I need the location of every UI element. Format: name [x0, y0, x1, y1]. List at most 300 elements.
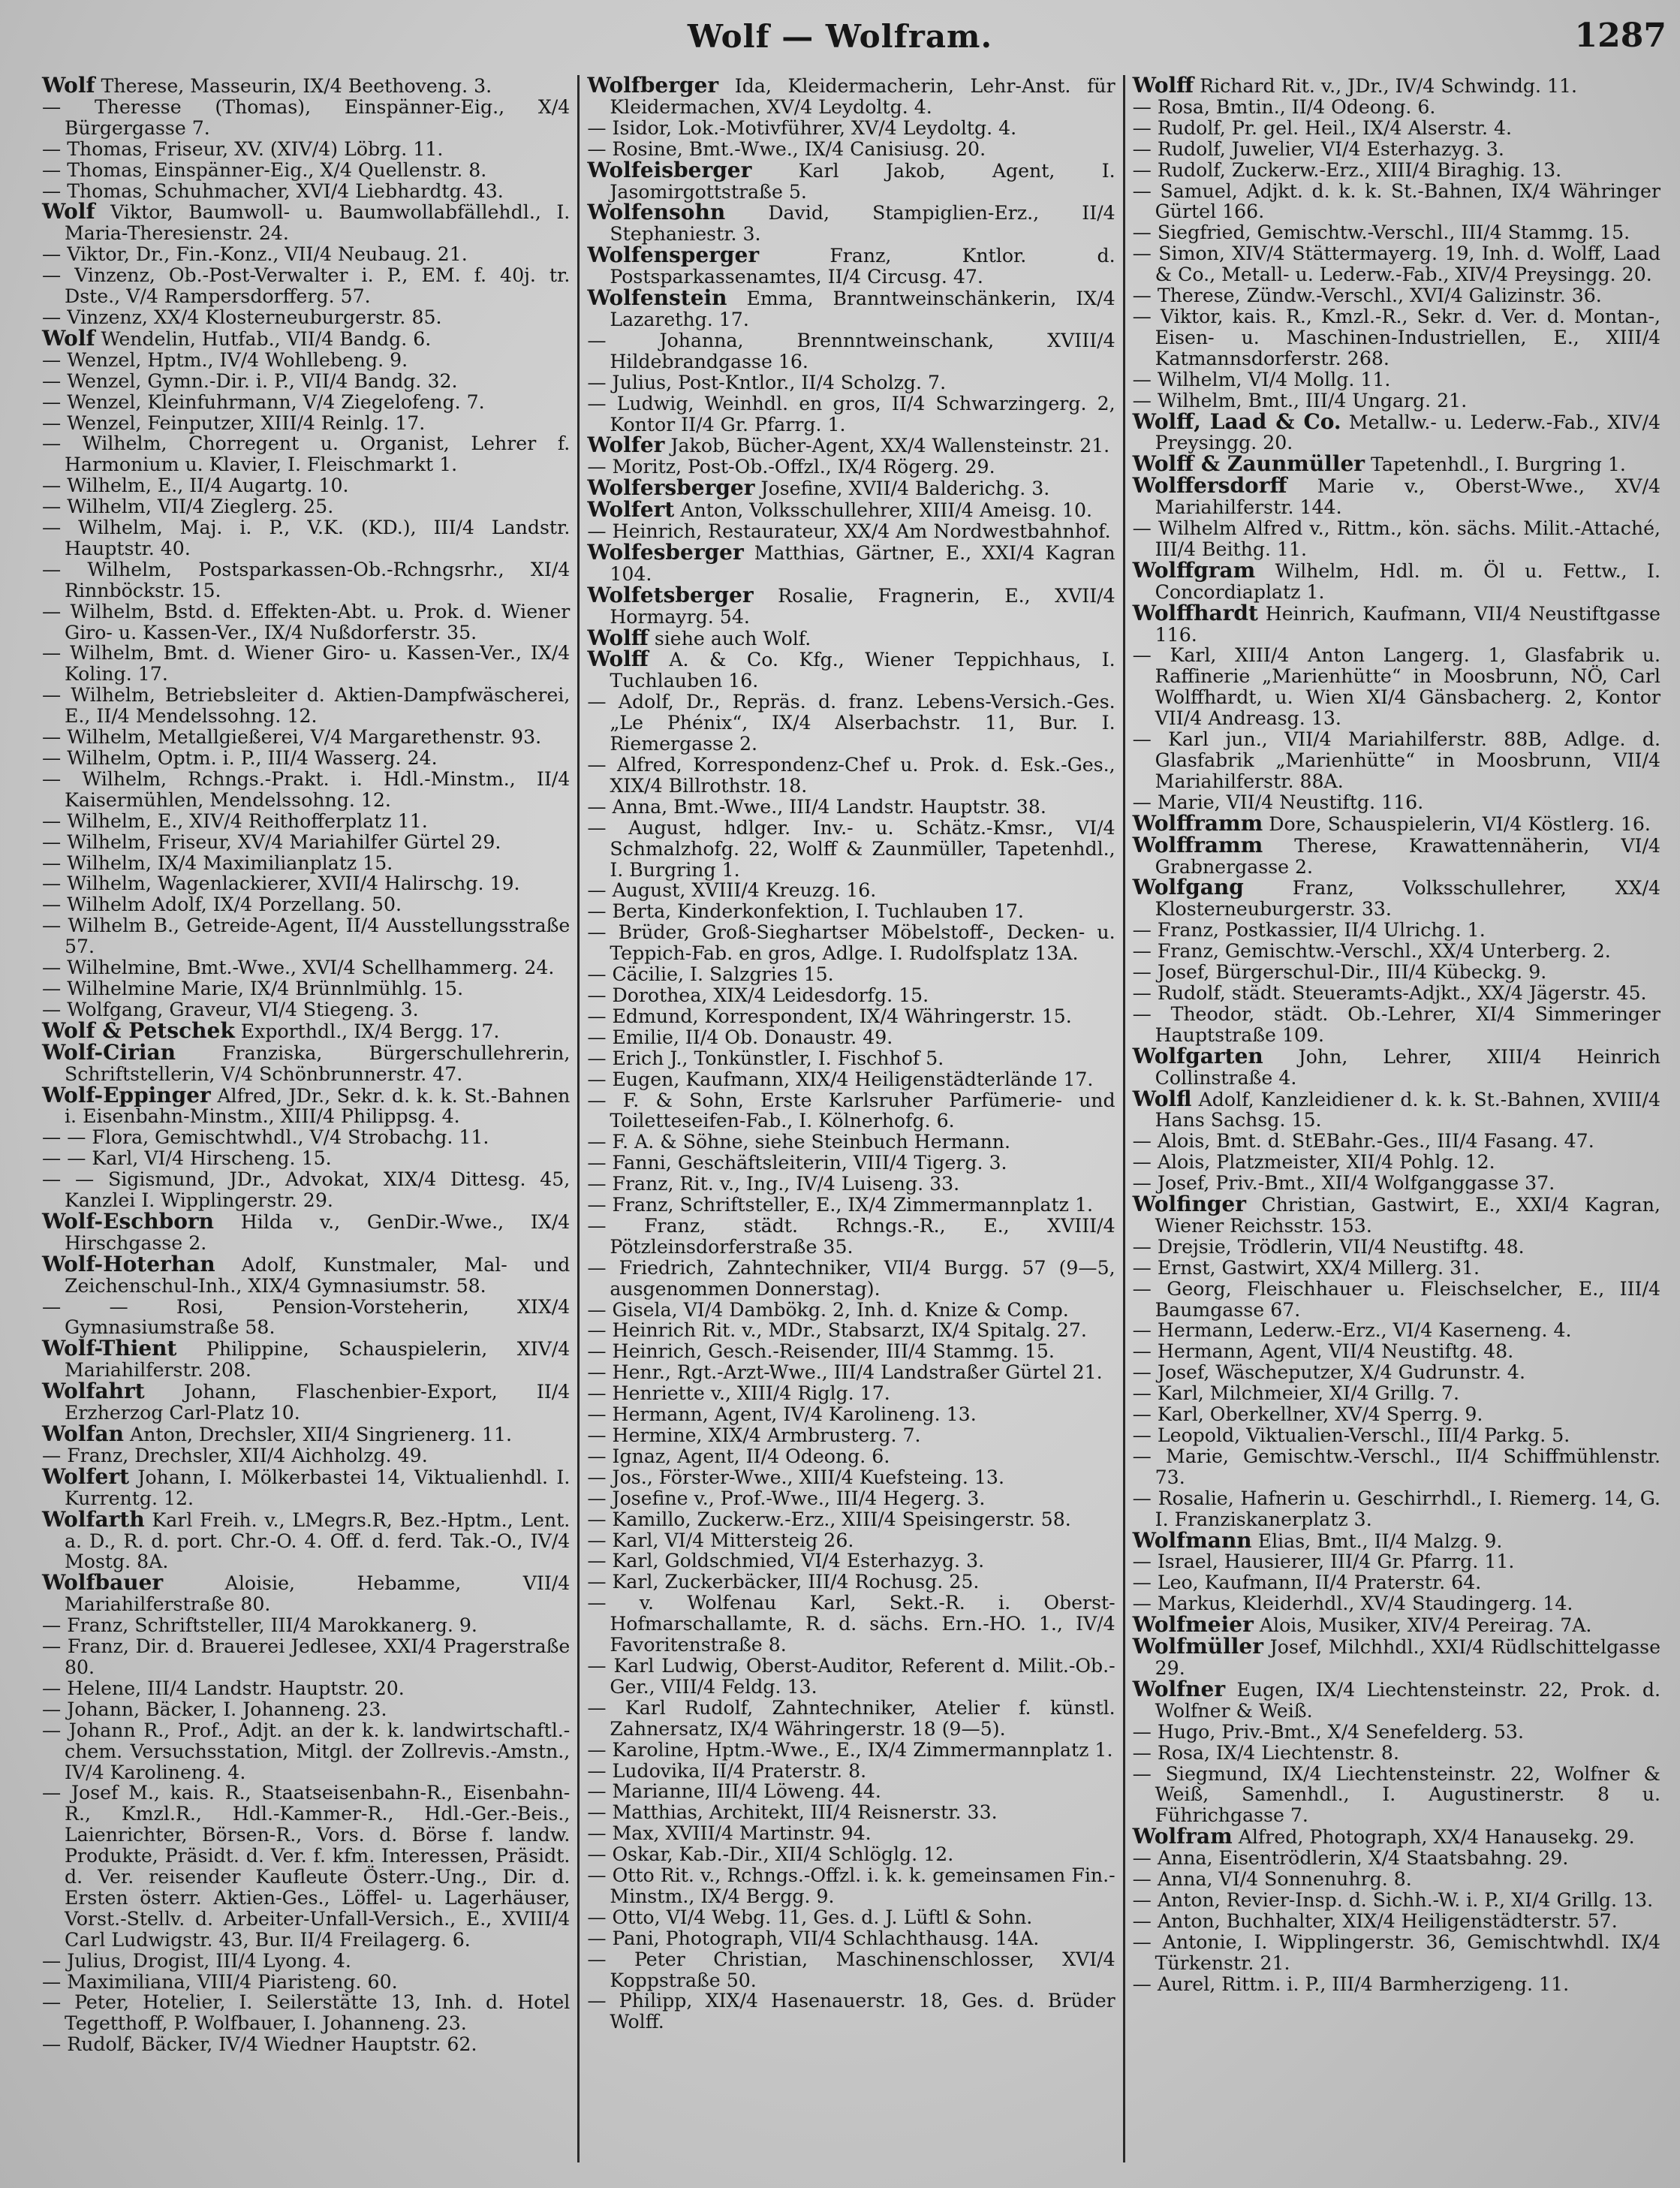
entry-surname: Wolffgram [1132, 557, 1256, 583]
directory-entry [587, 1802, 1115, 1823]
directory-entry [1133, 1636, 1660, 1679]
entry-surname: Wolfbauer [42, 1570, 164, 1596]
entry-text: Josef, Milchhdl., XXI/4 Rüdlschittelgasse 29. [1155, 1636, 1660, 1679]
entry-text: — Wilhelm, E., XIV/4 Reithofferplatz 11. [42, 809, 428, 832]
entry-surname: Wolfensohn [587, 200, 726, 225]
entry-surname: Wolff & Zaunmüller [1132, 451, 1365, 477]
entry-text: — Wenzel, Feinputzer, XIII/4 Reinlg. 17. [42, 411, 426, 434]
entry-text: — Franz, Schriftsteller, III/4 Marokkanerg. 9. [42, 1614, 477, 1637]
directory-entry [1133, 1488, 1660, 1530]
directory-entry [42, 517, 570, 559]
directory-entry [1133, 285, 1660, 306]
directory-entry [42, 244, 570, 265]
entry-text: — Rosine, Bmt.-Wwe., IX/4 Canisiusg. 20. [587, 137, 986, 160]
entry-text: Franziska, Bürgerschullehrerin, Schriftstellerin, V/4 Schönbrunnerstr. 47. [65, 1041, 571, 1085]
directory-entry [1133, 1383, 1660, 1404]
directory-entry [587, 1949, 1115, 1991]
directory-entry [42, 1039, 571, 1085]
directory-entry [42, 1169, 570, 1211]
directory-entry [1133, 1572, 1660, 1593]
entry-text: — Hermann, Agent, IV/4 Karolineng. 13. [587, 1403, 977, 1426]
page-header [0, 14, 1680, 74]
entry-text: — Emilie, II/4 Ob. Donaustr. 49. [587, 1026, 893, 1048]
directory-entry [587, 901, 1115, 922]
entry-text: — Wilhelm, VI/4 Mollg. 11. [1132, 368, 1391, 390]
directory-entry [1133, 369, 1660, 390]
directory-entry [42, 1636, 570, 1678]
entry-text: — Erich J., Tonkünstler, I. Fischhof 5. [587, 1047, 944, 1069]
entry-text: — Franz, Rit. v., Ing., IV/4 Luiseng. 33. [587, 1173, 960, 1195]
entry-text: Tapetenhdl., I. Burgring 1. [1371, 454, 1626, 476]
entry-text: Anton, Drechsler, XII/4 Singrienerg. 11. [130, 1424, 512, 1445]
directory-entry [587, 1153, 1115, 1174]
entry-text: Exporthdl., IX/4 Bergg. 17. [240, 1020, 500, 1042]
entry-text: — Ernst, Gastwirt, XX/4 Millerg. 31. [1132, 1256, 1480, 1279]
directory-entry [587, 1467, 1115, 1488]
entry-text: — Anna, VI/4 Sonnenuhrg. 8. [1132, 1868, 1412, 1891]
entry-text: — Wilhelm, Wagenlackierer, XVII/4 Halirschg. 19. [42, 872, 520, 895]
directory-entry [42, 201, 570, 244]
entry-text: — Wilhelm Alfred v., Rittm., kön. sächs. Milit.-Attaché, III/4 Beithg. 11. [1132, 517, 1660, 560]
directory-entry [587, 157, 1115, 203]
entry-text: — Simon, XIV/4 Stättermayerg. 19, Inh. d. Wolff, Laad & Co., Metall- u. Lederw.-Fab., XIV/4 Preysingg. 20. [1132, 243, 1660, 286]
directory-entry [42, 1678, 570, 1699]
entry-text: — Siegfried, Gemischtw.-Verschl., III/4 Stammg. 15. [1132, 222, 1630, 244]
directory-entry [587, 1509, 1115, 1530]
directory-entry [42, 160, 570, 181]
entry-text: Viktor, Baumwoll- u. Baumwollabfällehdl., I. Maria-Theresienstr. 24. [65, 201, 571, 245]
directory-entry [42, 1783, 570, 1950]
entry-text: — Rudolf, städt. Steueramts-Adjkt., XX/4 Jägerstr. 45. [1132, 981, 1647, 1004]
entry-text: — Cäcilie, I. Salzgries 15. [587, 963, 834, 986]
entry-surname: Wolfram [1132, 1824, 1233, 1849]
entry-text: Karl Freih. v., LMegrs.R, Bez.-Hptm., Lent. a. D., R. d. port. Chr.-O. 4. Off. d. ferd. Tak.-O., IV/4 Mostg. 8A. [65, 1508, 571, 1573]
entry-text: siehe auch Wolf. [654, 627, 811, 649]
directory-entry [587, 1174, 1115, 1195]
entry-text: — Thomas, Einspänner-Eig., X/4 Quellenstr. 8. [42, 158, 487, 181]
directory-entry [42, 685, 570, 727]
directory-entry [587, 755, 1115, 797]
entry-text: Anton, Volksschullehrer, XIII/4 Ameisg. 10. [680, 499, 1092, 522]
directory-entry [587, 1362, 1115, 1383]
directory-entry [1133, 1911, 1660, 1932]
entry-text: — Wilhelm, Bmt. d. Wiener Giro- u. Kassen-Ver., IX/4 Koling. 17. [42, 642, 571, 686]
directory-entry [587, 330, 1115, 372]
entry-text: Franz, Kntlor. d. Postsparkassenamtes, II/4 Circusg. 47. [610, 245, 1115, 288]
directory-entry [42, 1615, 570, 1636]
directory-entry [587, 1320, 1115, 1341]
entry-text: Jakob, Bücher-Agent, XX/4 Wallensteinstr. 21. [670, 435, 1110, 457]
entry-surname: Wolfgang [1132, 875, 1244, 900]
entry-text: — Johann, Bäcker, I. Johanneng. 23. [42, 1698, 387, 1720]
entry-surname: Wolffersdorff [1132, 473, 1287, 499]
entry-surname: Wolfberger [587, 75, 719, 98]
directory-entry [587, 1006, 1115, 1027]
directory-entry [42, 413, 570, 434]
directory-entry [587, 1823, 1115, 1844]
directory-entry [1133, 1237, 1660, 1258]
entry-text: — Oskar, Kab.-Dir., XII/4 Schlöglg. 12. [587, 1843, 954, 1866]
directory-entry [587, 1341, 1115, 1362]
directory-entry [1132, 810, 1660, 836]
directory-entry [587, 922, 1115, 964]
directory-entry [42, 601, 570, 643]
entry-text: — Ignaz, Agent, II/4 Odeong. 6. [587, 1445, 890, 1467]
directory-entry [1133, 1404, 1660, 1425]
directory-entry [1132, 408, 1660, 454]
entry-text: — Karl, Goldschmied, VI/4 Esterhazyg. 3. [587, 1550, 985, 1572]
directory-entry [42, 392, 570, 413]
directory-entry [587, 139, 1115, 160]
entry-surname: Wolfframm [1132, 810, 1263, 836]
directory-entry [587, 1090, 1115, 1132]
directory-entry [42, 1148, 570, 1169]
directory-entry [1133, 1932, 1660, 1974]
entry-text: — Rudolf, Bäcker, IV/4 Wiedner Hauptstr. 62. [42, 2033, 477, 2056]
entry-text: — — Flora, Gemischtwhdl., V/4 Strobachg. 11. [42, 1126, 489, 1149]
directory-entry [42, 1338, 570, 1381]
entry-text: — Drejsie, Trödlerin, VII/4 Neustiftg. 48. [1132, 1235, 1525, 1258]
entry-surname: Wolfer [587, 432, 665, 458]
entry-text: Therese, Masseurin, IX/4 Beethoveng. 3. [101, 75, 492, 97]
directory-entry [42, 1720, 570, 1783]
entry-text: — Franz, Postkassier, II/4 Ulrichg. 1. [1132, 919, 1486, 942]
directory-entry [1133, 1826, 1660, 1848]
directory-entry [42, 978, 570, 999]
entry-text: — Alois, Platzmeister, XII/4 Pohlg. 12. [1132, 1151, 1495, 1174]
entry-text: — Antonie, I. Wipplingerstr. 36, Gemischtwhdl. IX/4 Türkenstr. 21. [1132, 1930, 1660, 1974]
entry-text: — Karl, Zuckerbäcker, III/4 Rochusg. 25. [587, 1571, 980, 1593]
entry-text: — F. & Sohn, Erste Karlsruher Parfümerie- und Toiletteseifen-Fab., I. Kölnerhofg. 6. [587, 1089, 1115, 1132]
entry-text: — Rudolf, Pr. gel. Heil., IX/4 Alserstr. 4. [1132, 116, 1513, 139]
directory-entry [1133, 1869, 1660, 1890]
directory-entry [42, 265, 570, 307]
entry-text: — Wilhelm, Betriebsleiter d. Aktien-Dampfwäscherei, E., II/4 Mendelssohng. 12. [42, 684, 571, 728]
entry-text: — Karl, Oberkellner, XV/4 Sperrg. 9. [1132, 1403, 1483, 1426]
entry-text: Alfred, Photograph, XX/4 Hanausekg. 29. [1238, 1826, 1635, 1849]
entry-text: Matthias, Gärtner, E., XXI/4 Kagran 104. [610, 541, 1115, 585]
directory-entry [42, 1699, 570, 1720]
directory-entry [1133, 1258, 1660, 1279]
directory-entry [1133, 792, 1660, 813]
directory-entry [587, 1928, 1115, 1949]
directory-entry [42, 139, 570, 160]
entry-text: — Otto Rit. v., Rchngs.-Offzl. i. k. k. gemeinsamen Fin.-Minstm., IX/4 Bergg. 9. [587, 1864, 1115, 1907]
directory-entry [42, 1251, 571, 1297]
entry-text: — Peter Christian, Maschinenschlosser, XVI/4 Koppstraße 50. [587, 1948, 1115, 1991]
directory-entry [42, 559, 570, 601]
entry-text: — Anton, Revier-Insp. d. Sichh.-W. i. P., XI/4 Grillg. 13. [1132, 1888, 1654, 1911]
directory-entry [42, 915, 570, 957]
entry-text: — Israel, Hausierer, III/4 Gr. Pfarrg. 11. [1132, 1551, 1515, 1573]
entry-surname: Wolffhardt [1132, 600, 1258, 625]
directory-entry [587, 202, 1115, 245]
entry-text: — Josef, Priv.-Bmt., XII/4 Wolfganggasse 37. [1132, 1172, 1555, 1195]
entry-text: Eugen, IX/4 Liechtensteinstr. 22, Prok. d. Wolfner & Weiß. [1155, 1678, 1660, 1722]
entry-text: — Georg, Fleischhauer u. Fleischselcher, E., III/4 Baumgasse 67. [1132, 1277, 1660, 1321]
directory-entry [587, 1530, 1115, 1551]
directory-entry [587, 1048, 1115, 1069]
entry-surname: Wolfmüller [1132, 1634, 1263, 1659]
directory-entry [587, 499, 1115, 521]
directory-entry [587, 582, 1115, 628]
directory-entry [1133, 962, 1660, 983]
directory-entry [42, 1297, 570, 1339]
entry-text: — Edmund, Korrespondent, IX/4 Währingerstr. 15. [587, 1005, 1072, 1027]
entry-text: — Heinrich, Gesch.-Reisender, III/4 Stammg. 15. [587, 1340, 1055, 1363]
directory-entry [587, 75, 1115, 118]
entry-text: — v. Wolfenau Karl, Sekt.-R. i. Oberst-Hofmarschallamte, R. d. sächs. Ern.-HO. 1., IV/4 Favoritenstraße 8. [587, 1592, 1115, 1656]
entry-surname: Wolfersberger [587, 475, 755, 501]
entry-text: — — Rosi, Pension-Vorsteherin, XIX/4 Gymnasiumstraße 58. [42, 1295, 571, 1339]
entry-text: — Rudolf, Zuckerw.-Erz., XIII/4 Biraghig. 13. [1132, 158, 1562, 181]
entry-surname: Wolf-Hoterhan [42, 1251, 215, 1276]
directory-entry [587, 1258, 1115, 1300]
page-number: 1287 [1574, 17, 1666, 55]
directory-entry [1133, 1614, 1660, 1636]
entry-text: — Otto, VI/4 Webg. 11, Ges. d. J. Lüftl & Sohn. [587, 1906, 1033, 1928]
entry-text: Franz, Volksschullehrer, XX/4 Klosterneuburgerstr. 33. [1155, 877, 1660, 921]
entry-surname: Wolfert [587, 497, 675, 523]
directory-entry [1133, 75, 1660, 97]
entry-surname: Wolfmann [1132, 1527, 1252, 1553]
directory-entry [587, 1991, 1115, 2033]
entry-surname: Wolfframm [1132, 832, 1263, 857]
entry-surname: Wolfgarten [1132, 1043, 1263, 1068]
entry-text: — Johanna, Brennntweinschank, XVIII/4 Hildebrandgasse 16. [587, 329, 1115, 372]
entry-text: — Anton, Buchhalter, XIX/4 Heiligenstädterstr. 57. [1132, 1909, 1618, 1932]
directory-entry [42, 894, 570, 915]
entry-text: Wilhelm, Hdl. m. Öl u. Fettw., I. Concordiaplatz 1. [1155, 559, 1660, 603]
directory-entry [1133, 222, 1660, 243]
entry-text: — Karl jun., VII/4 Mariahilferstr. 88B, Adlge. d. Glasfabrik „Marienhütte“ in Moosbrunn, VII/4 Mariahilferstr. 88A. [1132, 728, 1660, 792]
entry-surname: Wolfensperger [587, 243, 760, 268]
directory-entry [587, 818, 1115, 881]
entry-text: — Philipp, XIX/4 Hasenauerstr. 18, Ges. d. Brüder Wolff. [587, 1990, 1115, 2033]
directory-entry [42, 307, 570, 328]
entry-text: — Wilhelm, Bstd. d. Effekten-Abt. u. Prok. d. Wiener Giro- u. Kassen-Ver., IX/4 Nußdorferstr. 35. [42, 600, 571, 643]
directory-entry [587, 1551, 1115, 1572]
entry-text: — Anna, Bmt.-Wwe., III/4 Landstr. Hauptstr. 38. [587, 795, 1046, 818]
directory-entry [587, 1446, 1115, 1467]
entry-text: — Karl, VI/4 Mittersteig 26. [587, 1529, 854, 1551]
entry-text: — Markus, Kleiderhdl., XV/4 Staudingerg. 14. [1132, 1593, 1573, 1615]
entry-text: — Pani, Photograph, VII/4 Schlachthausg. 14A. [587, 1927, 1040, 1949]
directory-entry [1133, 1722, 1660, 1743]
entry-text: — Vinzenz, Ob.-Post-Verwalter i. P., EM. f. 40j. tr. Dste., V/4 Rampersdorfferg. 57. [42, 264, 571, 308]
entry-text: Dore, Schauspielerin, VI/4 Köstlerg. 16. [1269, 812, 1651, 835]
directory-entry [42, 1992, 570, 2034]
directory-entry [1133, 1341, 1660, 1362]
directory-entry [587, 1865, 1115, 1907]
entry-text: — Karl, XIII/4 Anton Langerg. 1, Glasfabrik u. Raffinerie „Marienhütte“ in Moosbrunn, NÖ, Carl Wolffhardt, u. Wien XI/4 Gänsbacherg. 2, Kontor VII/4 Andreasg. 13. [1132, 644, 1660, 730]
directory-entry [1133, 1446, 1660, 1488]
directory-entry [42, 181, 570, 202]
entry-text: Alois, Musiker, XIV/4 Pereirag. 7A. [1259, 1614, 1592, 1637]
entry-text: — Franz, Drechsler, XII/4 Aichholzg. 49. [42, 1444, 428, 1466]
entry-text: Johann, Flaschenbier-Export, II/4 Erzherzog Carl-Platz 10. [65, 1381, 571, 1424]
entry-text: Rosalie, Fragnerin, E., XVII/4 Hormayrg. 54. [610, 584, 1115, 628]
directory-entry [587, 1656, 1115, 1698]
entry-surname: Wolfl [1132, 1086, 1192, 1111]
directory-entry [42, 1208, 571, 1254]
directory-entry [42, 1951, 570, 1972]
entry-text: — Viktor, kais. R., Kmzl.-R., Sekr. d. Ver. d. Montan-, Eisen- u. Maschinen-Industriellen, E., XIII/4 Katmannsdorferstr. 268. [1132, 305, 1660, 369]
entry-text: Therese, Krawattennäherin, VI/4 Grabnergasse 2. [1155, 834, 1660, 878]
directory-entry [1133, 1173, 1660, 1194]
directory-entry [42, 1572, 570, 1615]
directory-entry [1133, 1764, 1660, 1827]
directory-entry [587, 625, 1115, 650]
entry-text: — Johann R., Prof., Adjt. an der k. k. landwirtschaftl.-chem. Versuchsstation, Mitgl. der Zollrevis.-Amstn., IV/4 Karolineng. 4. [42, 1719, 571, 1783]
entry-text: — Henriette v., XIII/4 Riglg. 17. [587, 1382, 890, 1405]
entry-surname: Wolff [587, 646, 649, 672]
entry-text: — Aurel, Rittm. i. P., III/4 Barmherzigeng. 11. [1132, 1973, 1570, 1995]
entry-text: — Karoline, Hptm.-Wwe., E., IX/4 Zimmermannplatz 1. [587, 1738, 1113, 1761]
entry-text: Metallw.- u. Lederw.-Fab., XIV/4 Preysingg. 20. [1155, 411, 1660, 454]
entry-text: Richard Rit. v., JDr., IV/4 Schwindg. 11. [1200, 75, 1578, 97]
directory-entry [1133, 983, 1660, 1004]
entry-text: — Karl Rudolf, Zahntechniker, Atelier f. künstl. Zahnersatz, IX/4 Währingerstr. 18 (9—5). [587, 1696, 1115, 1740]
entry-text: — Josef, Bürgerschul-Dir., III/4 Kübeckg. 9. [1132, 961, 1547, 984]
entry-text: — Gisela, VI/4 Dambökg. 2, Inh. d. Knize & Comp. [587, 1298, 1069, 1321]
entry-text: — Wilhelm, E., II/4 Augartg. 10. [42, 475, 349, 497]
entry-text: — Rosa, IX/4 Liechtenstr. 8. [1132, 1741, 1399, 1764]
entry-text: — — Sigismund, JDr., Advokat, XIX/4 Dittesg. 45, Kanzlei I. Wipplingerstr. 29. [42, 1168, 571, 1212]
directory-entry [42, 1506, 571, 1573]
directory-entry [587, 1027, 1115, 1048]
directory-entry [1133, 243, 1660, 285]
entry-text: — Marianne, III/4 Löweng. 44. [587, 1780, 881, 1803]
entry-surname: Wolfner [1132, 1676, 1226, 1701]
entry-text: — Rosa, Bmtin., II/4 Odeong. 6. [1132, 95, 1436, 118]
directory-entry [1133, 729, 1660, 792]
entry-text: — Alois, Bmt. d. StEBahr.-Ges., III/4 Fasang. 47. [1132, 1130, 1594, 1153]
directory-entry [587, 521, 1115, 542]
directory-entry [1133, 1974, 1660, 1995]
entry-text: — Thomas, Friseur, XV. (XIV/4) Löbrg. 11. [42, 137, 444, 160]
entry-text: — Hermine, XIX/4 Armbrusterg. 7. [587, 1424, 921, 1446]
entry-text: — Ludwig, Weinhdl. en gros, II/4 Schwarzingerg. 2, Kontor II/4 Gr. Pfarrg. 1. [587, 392, 1115, 435]
entry-text: Wendelin, Hutfab., VII/4 Bandg. 6. [101, 327, 432, 350]
directory-entry [1133, 1593, 1660, 1614]
entry-text: — Jos., Förster-Wwe., XIII/4 Kuefsteing. 13. [587, 1466, 1004, 1488]
entry-text: — Heinrich, Restaurateur, XX/4 Am Nordwestbahnhof. [587, 520, 1111, 543]
entry-text: — Eugen, Kaufmann, XIX/4 Heiligenstädterlände 17. [587, 1068, 1094, 1090]
directory-entry [587, 1844, 1115, 1865]
entry-surname: Wolf-Eschborn [42, 1208, 215, 1234]
entry-surname: Wolfert [42, 1463, 130, 1489]
directory-entry [587, 1132, 1115, 1153]
directory-entry [1133, 139, 1660, 160]
entry-text: — Theodor, städt. Ob.-Lehrer, XI/4 Simmeringer Hauptstraße 109. [1132, 1002, 1660, 1046]
directory-entry [42, 325, 570, 351]
entry-text: — Wilhelm, Bmt., III/4 Ungarg. 21. [1132, 389, 1468, 411]
directory-entry [42, 1463, 571, 1509]
directory-entry [1133, 645, 1660, 729]
entry-text: — Leo, Kaufmann, II/4 Praterstr. 64. [1132, 1572, 1482, 1594]
entry-text: — Karl, Milchmeier, XI/4 Grillg. 7. [1132, 1382, 1459, 1405]
directory-entry [42, 769, 570, 811]
directory-entry [587, 1781, 1115, 1802]
entry-text: — August, hdlger. Inv.- u. Schätz.-Kmsr., VI/4 Schmalzhofg. 22, Wolff & Zaunmüller, Tapetenhdl., I. Burgring 1. [587, 816, 1115, 881]
entry-surname: Wolfarth [42, 1506, 145, 1532]
entry-text: — Samuel, Adjkt. d. k. k. St.-Bahnen, IX/4 Währinger Gürtel 166. [1132, 179, 1660, 223]
directory-entry [587, 432, 1115, 458]
directory-entry [587, 1698, 1115, 1740]
column-left [35, 75, 577, 2162]
entry-text: — Wilhelm Adolf, IX/4 Porzellang. 50. [42, 894, 402, 916]
entry-text: — Karl Ludwig, Oberst-Auditor, Referent d. Milit.-Ob.-Ger., VIII/4 Feldg. 13. [587, 1654, 1115, 1698]
entry-text: — Wilhelm, Friseur, XV/4 Mariahilfer Gürtel 29. [42, 830, 501, 853]
entry-text: — Josef M., kais. R., Staatseisenbahn-R., Eisenbahn-R., Kmzl.R., Hdl.-Kammer-R., Hdl.-Ger.-Beis., Laienrichter, Börsen-R., Vors. d. Börse f. landw. Produkte, Präsidt. d. Ver. f. kfm. Interessen, Präsidt. d. Ver. reisender Kaufleute Österr.-Ung., Dir. d. Ersten österr. Aktien-Ges., Löffel- u. Lagerhäuser, Vorst.-Stellv. d. Arbeiter-Unfall-Versich., E., XVIII/4 Carl Ludwigstr. 43, Bur. II/4 Freilagerg. 6. [42, 1782, 571, 1951]
directory-entry [42, 999, 570, 1020]
directory-entry [42, 643, 570, 685]
directory-entry [587, 985, 1115, 1006]
directory-entry [587, 797, 1115, 818]
directory-entry [1132, 1043, 1660, 1089]
entry-text: — — Karl, VI/4 Hirscheng. 15. [42, 1147, 332, 1170]
entry-text: — Moritz, Post-Ob.-Offzl., IX/4 Rögerg. 29. [587, 456, 995, 478]
directory-entry [587, 1383, 1115, 1404]
directory-entry [1132, 451, 1660, 477]
entry-text: — Wilhelm, VII/4 Zieglerg. 25. [42, 496, 334, 518]
directory-entry [1133, 118, 1660, 139]
directory-entry [1133, 1425, 1660, 1446]
entry-text: — Isidor, Lok.-Motivführer, XV/4 Leydoltg. 4. [587, 116, 1017, 139]
entry-surname: Wolfetsberger [587, 582, 754, 607]
entry-text: — Ludovika, II/4 Praterstr. 8. [587, 1759, 867, 1782]
entry-text: — Matthias, Architekt, III/4 Reisnerstr. 33. [587, 1801, 998, 1824]
entry-text: Philippine, Schauspielerin, XIV/4 Mariahilferstr. 208. [65, 1338, 571, 1382]
directory-entry [1133, 181, 1660, 223]
entry-text: — Wilhelm B., Getreide-Agent, II/4 Ausstellungsstraße 57. [42, 915, 571, 958]
directory-entry [587, 1488, 1115, 1509]
column-middle [577, 75, 1122, 2162]
directory-entry [42, 1127, 570, 1148]
entry-text: Elias, Bmt., II/4 Malzg. 9. [1257, 1529, 1503, 1552]
entry-text: — Marie, Gemischtw.-Verschl., II/4 Schiffmühlenstr. 73. [1132, 1445, 1660, 1488]
entry-text: Aloisie, Hebamme, VII/4 Mariahilferstraße 80. [65, 1572, 571, 1616]
directory-entry [587, 880, 1115, 901]
directory-entry [587, 1425, 1115, 1446]
directory-entry [42, 1017, 570, 1043]
entry-text: — Fanni, Geschäftsleiterin, VIII/4 Tigerg. 3. [587, 1152, 1007, 1174]
entry-surname: Wolf [42, 199, 95, 225]
entry-text: Ida, Kleidermacherin, Lehr-Anst. für Kleidermachen, XV/4 Leydoltg. 4. [610, 75, 1115, 118]
directory-entry [587, 457, 1115, 478]
entry-surname: Wolff [587, 625, 649, 650]
entry-text: — Vinzenz, XX/4 Klosterneuburgerstr. 85. [42, 306, 442, 328]
directory-entry [587, 285, 1115, 330]
entry-surname: Wolf-Eppinger [42, 1082, 211, 1108]
entry-surname: Wolf & Petschek [42, 1017, 235, 1043]
entry-text: — Hermann, Lederw.-Erz., VI/4 Kaserneng. 4. [1132, 1319, 1572, 1342]
entry-surname: Wolfmeier [1132, 1612, 1254, 1638]
entry-text: — Therese, Zündw.-Verschl., XVI/4 Galizinstr. 36. [1132, 285, 1602, 307]
entry-surname: Wolfesberger [587, 539, 744, 565]
entry-text: — Dorothea, XIX/4 Leidesdorfg. 15. [587, 984, 929, 1006]
directory-entry [42, 97, 570, 139]
directory-entry [1133, 1743, 1660, 1764]
directory-entry [587, 1593, 1115, 1656]
directory-entry [1133, 475, 1660, 518]
entry-text: — Anna, Eisentrödlerin, X/4 Staatsbahng. 29. [1132, 1847, 1569, 1870]
directory-entry [42, 957, 570, 978]
directory-entry [587, 1195, 1115, 1216]
directory-entry [587, 1572, 1115, 1593]
entry-surname: Wolff, Laad & Co. [1132, 408, 1341, 434]
